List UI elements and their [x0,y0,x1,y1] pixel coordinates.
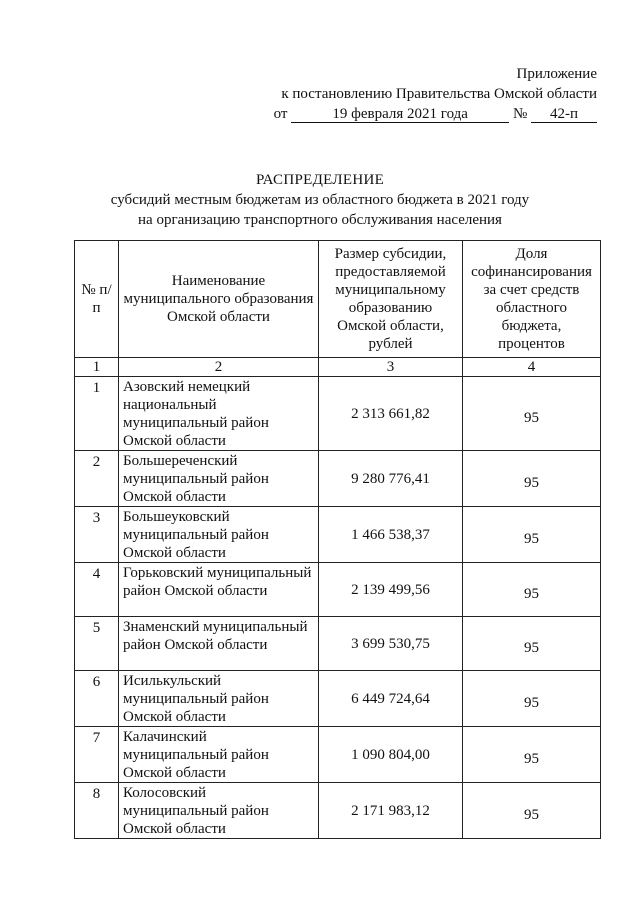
column-number: 2 [119,358,319,377]
row-number: 8 [75,783,119,839]
title-line-2: на организацию транспортного обслуживания населения [138,212,502,228]
from-label: от [273,106,288,122]
document-header [274,64,597,124]
municipality-name: Исилькульский муниципальный район Омской области [119,671,319,727]
column-number: 1 [75,358,119,377]
subsidy-amount: 2 313 661,82 [319,377,463,451]
table-row [75,563,601,617]
cofinancing-share: 95 [463,563,601,617]
column-number-row [75,358,601,377]
cofinancing-share: 95 [463,451,601,507]
row-number: 7 [75,727,119,783]
subsidy-amount: 1 090 804,00 [319,727,463,783]
subsidy-amount: 9 280 776,41 [319,451,463,507]
resolution-date: 19 февраля 2021 года [291,106,509,123]
table-row [75,617,601,671]
row-number: 6 [75,671,119,727]
cofinancing-share: 95 [463,377,601,451]
subsidy-amount: 3 699 530,75 [319,617,463,671]
row-number: 5 [75,617,119,671]
cofinancing-share: 95 [463,507,601,563]
municipality-name: Большереченский муниципальный район Омской области [119,451,319,507]
column-number: 3 [319,358,463,377]
cofinancing-share: 95 [463,671,601,727]
cofinancing-share: 95 [463,727,601,783]
cofinancing-share: 95 [463,617,601,671]
title-line-1: субсидий местным бюджетам из областного бюджета в 2021 году [110,192,530,208]
subsidy-amount: 2 139 499,56 [319,563,463,617]
row-number: 1 [75,377,119,451]
title-main: РАСПРЕДЕЛЕНИЕ [255,172,385,188]
appendix-label: Приложение [516,66,597,82]
cofinancing-share: 95 [463,783,601,839]
resolution-reference: к постановлению Правительства Омской области [281,86,597,102]
table-row [75,783,601,839]
row-number: 4 [75,563,119,617]
header-num: № п/п [75,241,119,358]
header-share: Доля софинансирования за счет средств областного бюджета, процентов [463,241,601,358]
subsidy-amount: 6 449 724,64 [319,671,463,727]
municipality-name: Азовский немецкий национальный муниципальный район Омской области [119,377,319,451]
resolution-number: 42-п [531,106,597,123]
municipality-name: Знаменский муниципальный район Омской области [119,617,319,671]
row-number: 3 [75,507,119,563]
table-row [75,377,601,451]
municipality-name: Горьковский муниципальный район Омской области [119,563,319,617]
table-row [75,507,601,563]
number-label: № [512,106,528,122]
table-row [75,727,601,783]
row-number: 2 [75,451,119,507]
column-number: 4 [463,358,601,377]
document-title [0,170,640,230]
municipality-name: Большеуковский муниципальный район Омской области [119,507,319,563]
date-number-line [274,104,597,124]
table-header-row [75,241,601,358]
subsidy-table [74,240,601,839]
subsidy-amount: 2 171 983,12 [319,783,463,839]
subsidy-amount: 1 466 538,37 [319,507,463,563]
municipality-name: Калачинский муниципальный район Омской области [119,727,319,783]
table-row [75,451,601,507]
municipality-name: Колосовский муниципальный район Омской области [119,783,319,839]
header-amount: Размер субсидии, предоставляемой муниципальному образованию Омской области, рублей [319,241,463,358]
table-row [75,671,601,727]
header-name: Наименование муниципального образования Омской области [119,241,319,358]
